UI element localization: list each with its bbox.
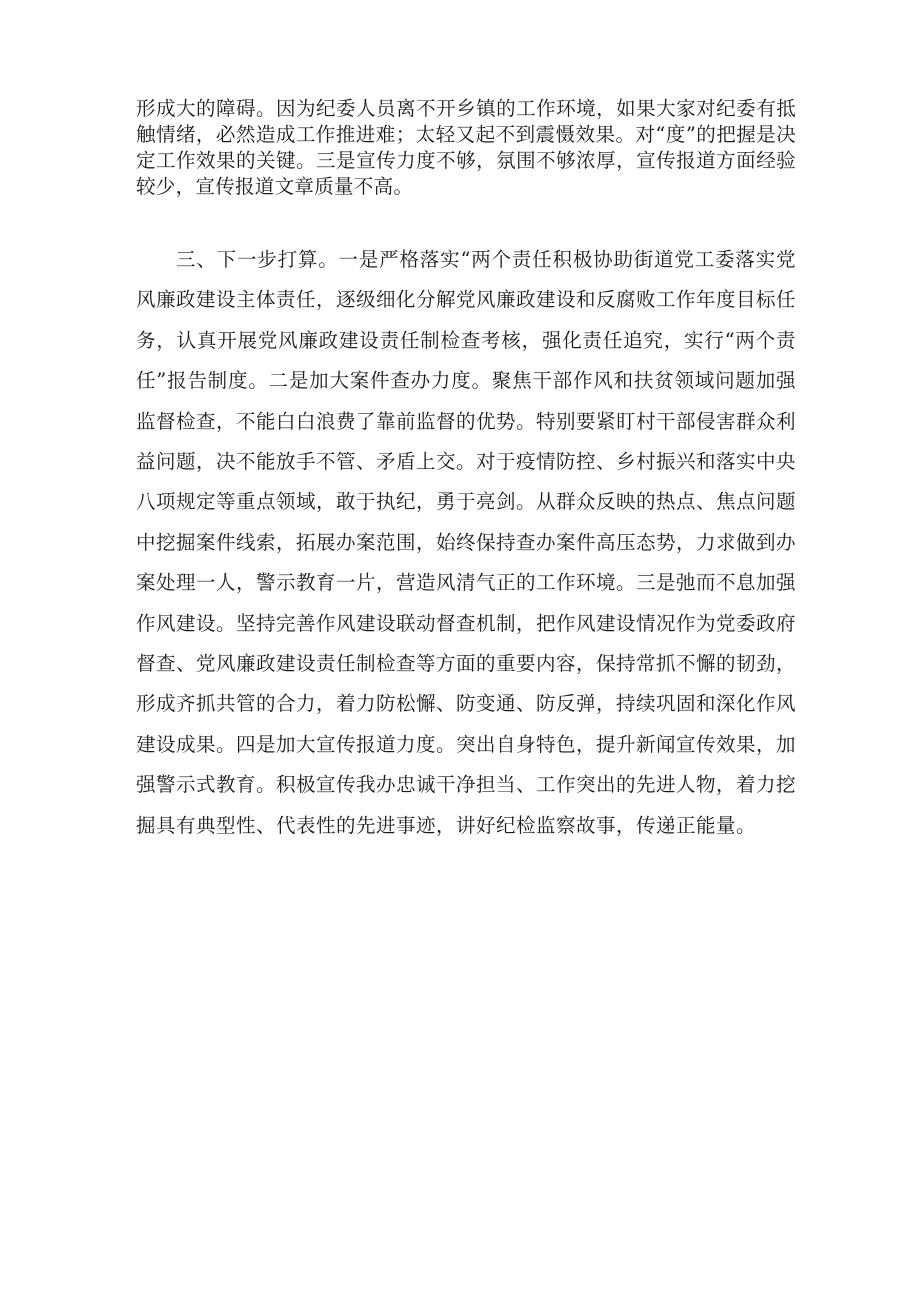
paragraph-continuation: 形成大的障碍。因为纪委人员离不开乡镇的工作环境，如果大家对纪委有抵触情绪，必然造成工作推进难；太轻又起不到震慑效果。对“度”的把握是决定工作效果的关键。三是宣传力度不够，氛围不够浓厚，宣传报道方面经验较少，宣传报道文章质量不高。 xyxy=(136,97,796,198)
paragraph-next-step-plan: 三、下一步打算。一是严格落实“两个责任积极协助街道党工委落实党风廉政建设主体责任，逐级细化分解党风廉政建设和反腐败工作年度目标任务，认真开展党风廉政建设责任制检查考核，强化责任追究，实行“两个责任”报告制度。二是加大案件查办力度。聚焦干部作风和扶贫领域问题加强监督检查，不能白白浪费了靠前监督的优势。特别要紧盯村干部侵害群众利益问题，决不能放手不管、矛盾上交。对于疫情防控、乡村振兴和落实中央八项规定等重点领域，敢于执纪，勇于亮剑。从群众反映的热点、焦点问题中挖掘案件线索，拓展办案范围，始终保持查办案件高压态势，力求做到办案处理一人，警示教育一片，营造风清气正的工作环境。三是弛而不息加强作风建设。坚持完善作风建设联动督查机制，把作风建设情况作为党委政府督查、党风廉政建设责任制检查等方面的重要内容，保持常抓不懈的韧劲，形成齐抓共管的合力，着力防松懈、防变通、防反弹，持续巩固和深化作风建设成果。四是加大宣传报道力度。突出自身特色，提升新闻宣传效果，加强警示式教育。积极宣传我办忠诚干净担当、工作突出的先进人物，着力挖掘具有典型性、代表性的先进事迹，讲好纪检监察故事，传递正能量。 xyxy=(136,248,797,837)
